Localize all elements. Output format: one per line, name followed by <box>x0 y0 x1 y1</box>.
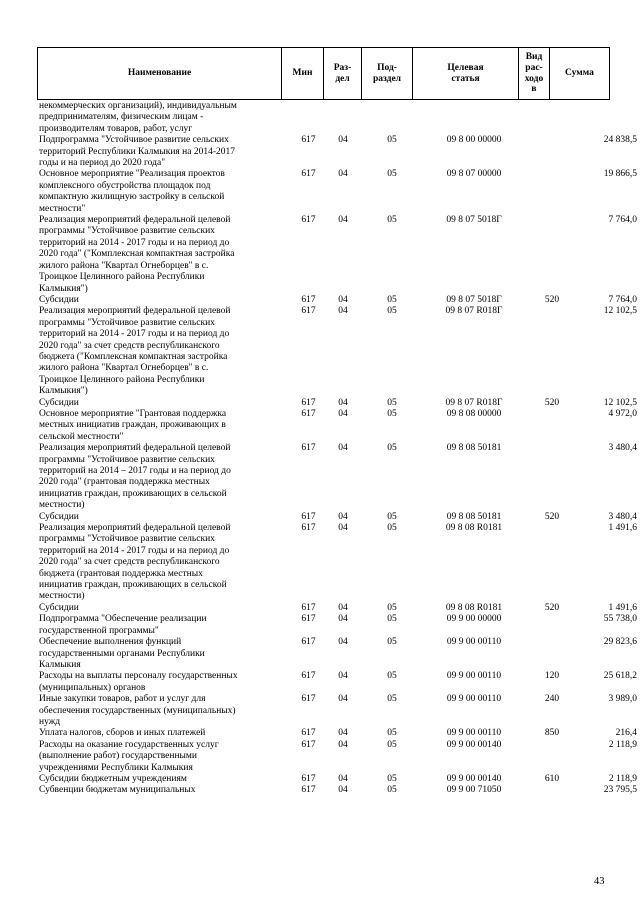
table-row <box>37 397 637 409</box>
table-row <box>37 101 609 135</box>
row-podrazdel: 05 <box>387 523 397 534</box>
row-name: Подпрограмма "Устойчивое развитие сельских территорий Республики Калмыкия на 2014-2017 годы и на период до 2020 года" <box>39 135 235 169</box>
row-podrazdel: 05 <box>387 694 397 705</box>
row-summa: 25 618,2 <box>603 671 637 682</box>
row-summa: 1 491,6 <box>608 602 637 613</box>
row-razdel: 04 <box>338 694 348 705</box>
row-razdel: 04 <box>338 511 348 522</box>
row-podrazdel: 05 <box>387 637 397 648</box>
table-row <box>37 773 637 785</box>
header-razdel: Раз- дел <box>324 48 362 100</box>
row-name: Реализация мероприятий федеральной целевой программы "Устойчивое развитие сельских территорий на 2014 - 2017 годы и на период до 2020 года" за счет средств республиканского бюджета ("Комплексная компактная застройка жилого района "Квартал Огнеборцев" в с. Троицкое Целинного района Республики Калмыкия") <box>39 306 231 397</box>
row-summa: 1 491,6 <box>608 523 637 534</box>
row-celevaya: 09 9 00 00140 <box>446 739 502 750</box>
row-min: 617 <box>301 397 316 408</box>
row-podrazdel: 05 <box>387 306 397 317</box>
table-row <box>37 408 637 443</box>
row-razdel: 04 <box>338 408 348 419</box>
table-row <box>37 614 637 637</box>
row-razdel: 04 <box>338 135 348 146</box>
table-row <box>37 523 637 603</box>
row-celevaya: 09 8 00 00000 <box>446 135 502 146</box>
row-summa: 7 764,0 <box>608 294 637 305</box>
row-summa: 3 480,4 <box>608 443 637 454</box>
row-celevaya: 09 9 00 00140 <box>446 773 502 784</box>
row-podrazdel: 05 <box>387 397 397 408</box>
row-min: 617 <box>301 215 316 226</box>
row-name: Иные закупки товаров, работ и услуг для обеспечения государственных (муниципальных) нужд <box>39 694 236 727</box>
row-min: 617 <box>301 602 316 613</box>
row-min: 617 <box>301 135 316 146</box>
row-celevaya: 09 9 00 00110 <box>446 728 502 739</box>
row-celevaya: 09 8 07 R018Г <box>445 306 503 317</box>
row-podrazdel: 05 <box>387 773 397 784</box>
row-name: Субвенции бюджетам муниципальных <box>39 785 196 796</box>
row-min: 617 <box>301 443 316 454</box>
row-celevaya: 09 8 07 5018Г <box>446 215 502 226</box>
row-min: 617 <box>301 169 316 180</box>
row-razdel: 04 <box>338 523 348 534</box>
row-celevaya: 09 8 08 R0181 <box>445 602 503 613</box>
row-podrazdel: 05 <box>387 602 397 613</box>
row-celevaya: 09 8 08 00000 <box>446 408 502 419</box>
row-vid: 120 <box>544 671 560 682</box>
row-summa: 3 989,0 <box>608 694 637 705</box>
row-summa: 24 838,5 <box>603 135 637 146</box>
row-razdel: 04 <box>338 397 348 408</box>
row-celevaya: 09 9 00 00110 <box>446 671 502 682</box>
row-razdel: 04 <box>338 773 348 784</box>
row-vid: 520 <box>544 511 560 522</box>
row-podrazdel: 05 <box>387 785 397 796</box>
row-celevaya: 09 8 07 00000 <box>446 169 502 180</box>
row-min: 617 <box>301 694 316 705</box>
row-min: 617 <box>301 728 316 739</box>
page-number: 43 <box>594 876 605 887</box>
row-vid: 520 <box>544 602 560 613</box>
row-name: Расходы на выплаты персоналу государственных (муниципальных) органов <box>39 671 238 693</box>
table-row <box>37 602 637 614</box>
row-celevaya: 09 9 00 71050 <box>446 785 502 796</box>
row-name: некоммерческих организаций), индивидуальным предпринимателям, физическим лицам - производителям товаров, работ, услуг <box>39 101 237 134</box>
row-razdel: 04 <box>338 294 348 305</box>
table-row <box>37 215 637 295</box>
row-summa: 2 118,9 <box>608 739 637 750</box>
row-podrazdel: 05 <box>387 728 397 739</box>
row-name: Уплата налогов, сборов и иных платежей <box>39 728 206 739</box>
header-summa: Сумма <box>550 48 610 100</box>
row-summa: 29 823,6 <box>603 637 637 648</box>
row-podrazdel: 05 <box>387 294 397 305</box>
row-podrazdel: 05 <box>387 215 397 226</box>
row-razdel: 04 <box>338 169 348 180</box>
row-name: Основное мероприятие "Грантовая поддержка местных инициатив граждан, проживающих в сельской местности" <box>39 408 227 442</box>
row-razdel: 04 <box>338 728 348 739</box>
row-name: Реализация мероприятий федеральной целевой программы "Устойчивое развитие сельских территорий на 2014 – 2017 годы и на период до 2020 года" (грантовая поддержка местных инициатив граждан, проживающих в сельской местности) <box>39 443 231 511</box>
row-razdel: 04 <box>338 306 348 317</box>
table-row <box>37 169 637 215</box>
row-podrazdel: 05 <box>387 135 397 146</box>
row-podrazdel: 05 <box>387 408 397 419</box>
row-celevaya: 09 8 08 R0181 <box>445 523 503 534</box>
row-razdel: 04 <box>338 671 348 682</box>
row-name: Субсидии бюджетным учреждениям <box>39 773 187 784</box>
table-row <box>37 694 637 728</box>
row-celevaya: 09 8 08 50181 <box>446 511 502 522</box>
row-summa: 216,4 <box>615 728 637 739</box>
row-min: 617 <box>301 637 316 648</box>
row-podrazdel: 05 <box>387 511 397 522</box>
row-min: 617 <box>301 306 316 317</box>
row-min: 617 <box>301 739 316 750</box>
row-podrazdel: 05 <box>387 443 397 454</box>
header-vid: Вид рас- ходо в <box>519 48 550 100</box>
row-name: Реализация мероприятий федеральной целевой программы "Устойчивое развитие сельских территорий на 2014 - 2017 годы и на период до 2020 года" ("Комплексная компактная застройка жилого района "Квартал Огнеборцев" в с. Троицкое Целинного района Республики Калмыкия") <box>39 215 235 294</box>
table-row <box>37 135 637 169</box>
row-celevaya: 09 9 00 00000 <box>446 614 502 625</box>
row-vid: 520 <box>544 294 560 305</box>
row-razdel: 04 <box>338 215 348 226</box>
row-razdel: 04 <box>338 637 348 648</box>
row-name: Субсидии <box>39 602 79 613</box>
row-name: Расходы на оказание государственных услуг (выполнение работ) государственными учреждениями Республики Калмыкия <box>39 739 219 773</box>
table-row <box>37 294 637 306</box>
row-vid: 520 <box>544 397 560 408</box>
row-vid: 610 <box>544 773 560 784</box>
table-row <box>37 671 637 694</box>
row-razdel: 04 <box>338 739 348 750</box>
header-celevaya: Целевая статья <box>413 48 519 100</box>
header-name: Наименование <box>38 48 282 100</box>
row-celevaya: 09 9 00 00110 <box>446 694 502 705</box>
table-row <box>37 306 637 397</box>
row-name: Основное мероприятие "Реализация проектов комплексного обустройства площадок под компактную жилищную застройку в сельской местности" <box>39 169 225 214</box>
header-min: Мин <box>282 48 324 100</box>
row-min: 617 <box>301 511 316 522</box>
row-summa: 12 102,5 <box>603 397 637 408</box>
row-celevaya: 09 8 08 50181 <box>446 443 502 454</box>
row-name: Подпрограмма "Обеспечение реализации государственной программы" <box>39 614 207 636</box>
row-name: Субсидии <box>39 294 79 305</box>
row-name: Субсидии <box>39 511 79 522</box>
row-vid: 240 <box>544 694 560 705</box>
row-celevaya: 09 9 00 00110 <box>446 637 502 648</box>
row-min: 617 <box>301 671 316 682</box>
row-min: 617 <box>301 614 316 625</box>
table-row <box>37 443 637 511</box>
row-razdel: 04 <box>338 443 348 454</box>
table-row <box>37 728 637 739</box>
row-podrazdel: 05 <box>387 169 397 180</box>
row-summa: 12 102,5 <box>603 306 637 317</box>
row-celevaya: 09 8 07 5018Г <box>446 294 502 305</box>
row-min: 617 <box>301 408 316 419</box>
row-podrazdel: 05 <box>387 739 397 750</box>
row-summa: 7 764,0 <box>608 215 637 226</box>
table-body <box>37 101 637 797</box>
row-razdel: 04 <box>338 602 348 613</box>
table-row <box>37 511 637 523</box>
row-razdel: 04 <box>338 785 348 796</box>
row-podrazdel: 05 <box>387 614 397 625</box>
header-podrazdel: Под- раздел <box>362 48 413 100</box>
row-min: 617 <box>301 773 316 784</box>
row-summa: 2 118,9 <box>608 773 637 784</box>
row-summa: 23 795,5 <box>603 785 637 796</box>
row-vid: 850 <box>544 728 560 739</box>
row-summa: 3 480,4 <box>608 511 637 522</box>
row-min: 617 <box>301 785 316 796</box>
table-row <box>37 739 637 774</box>
row-summa: 55 738,0 <box>603 614 637 625</box>
row-summa: 19 866,5 <box>603 169 637 180</box>
table-header <box>37 47 610 100</box>
row-min: 617 <box>301 294 316 305</box>
row-min: 617 <box>301 523 316 534</box>
row-razdel: 04 <box>338 614 348 625</box>
table-row <box>37 637 637 671</box>
row-name: Реализация мероприятий федеральной целевой программы "Устойчивое развитие сельских территорий на 2014 - 2017 годы и на период до 2020 года" за счет средств республиканского бюджета (грантовая поддержка местных инициатив граждан, проживающих в сельской местности) <box>39 523 231 602</box>
table-row <box>37 785 637 796</box>
row-name: Обеспечение выполнения функций государственными органами Республики Калмыкия <box>39 637 205 670</box>
row-celevaya: 09 8 07 R018Г <box>445 397 503 408</box>
row-summa: 4 972,0 <box>608 408 637 419</box>
row-name: Субсидии <box>39 397 79 408</box>
row-podrazdel: 05 <box>387 671 397 682</box>
